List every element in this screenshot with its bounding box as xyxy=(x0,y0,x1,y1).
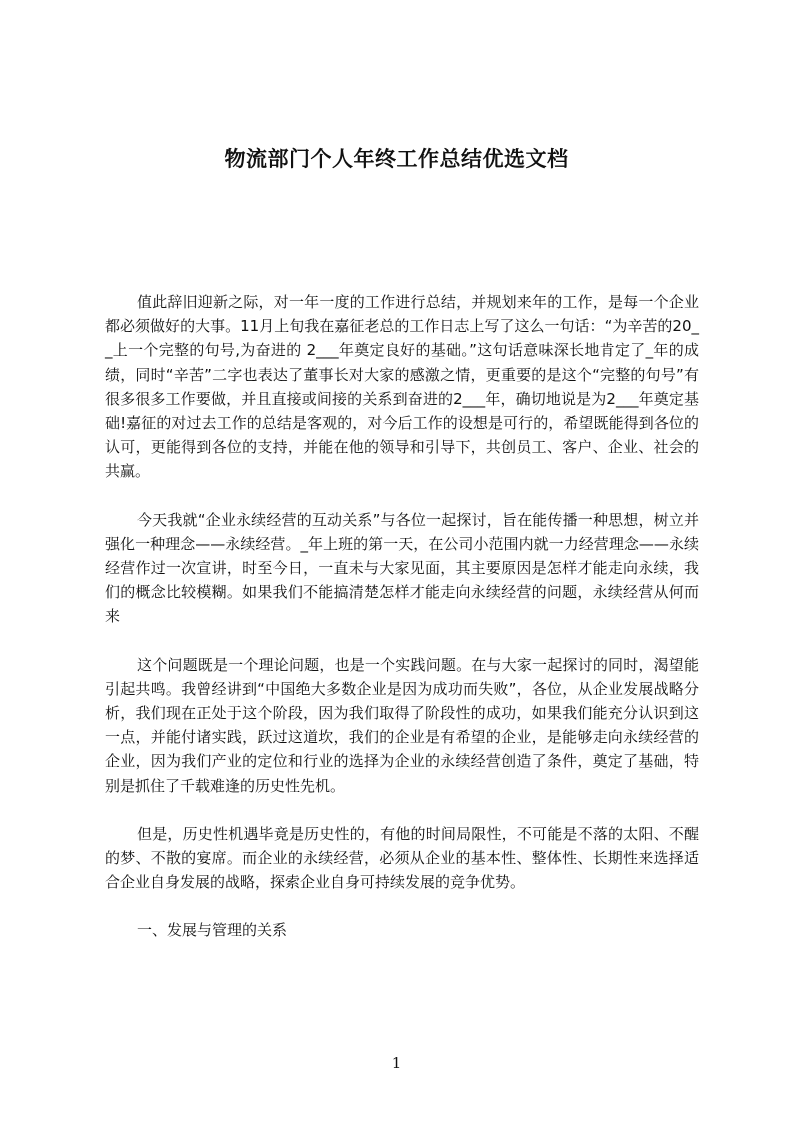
paragraph-1: 值此辞旧迎新之际，对一年一度的工作进行总结，并规划来年的工作，是每一个企业都必须做好的大事。11月上旬我在嘉征老总的工作日志上写了这么一句话：“为辛苦的20__上一个完整的句号,为奋进的 2___年奠定良好的基础。”这句话意味深长地肯定了_年的成绩，同时“辛苦”二字也表达了董事长对大家的感激之情，更重要的是这个“完整的句号”有很多很多工作要做，并且直接或间接的关系到奋进的2___年，确切地说是为2___年奠定基础!嘉征的对过去工作的总结是客观的，对今后工作的设想是可行的，希望既能得到各位的认可，更能得到各位的支持，并能在他的领导和引导下，共创员工、客户、企业、社会的共赢。 xyxy=(105,293,699,481)
document-title: 物流部门个人年终工作总结优选文档 xyxy=(224,147,569,171)
paragraph-2: 今天我就“企业永续经营的互动关系”与各位一起探讨，旨在能传播一种思想，树立并强化一种理念——永续经营。_年上班的第一天，在公司小范围内就一力经营理念——永续经营作过一次宣讲，时至今日，一直未与大家见面，其主要原因是怎样才能走向永续，我们的概念比较模糊。如果我们不能搞清楚怎样才能走向永续经营的问题，永续经营从何而来 xyxy=(105,510,699,626)
document-body xyxy=(105,290,699,942)
paragraph-4: 但是，历史性机遇毕竟是历史性的，有他的时间局限性，不可能是不落的太阳、不醒的梦、不散的宴席。而企业的永续经营，必须从企业的基本性、整体性、长期性来选择适合企业自身发展的战略，探索企业自身可持续发展的竞争优势。 xyxy=(105,824,699,892)
section-heading: 一、发展与管理的关系 xyxy=(137,921,288,940)
paragraph-3: 这个问题既是一个理论问题，也是一个实践问题。在与大家一起探讨的同时，渴望能引起共鸣。我曾经讲到“中国绝大多数企业是因为成功而失败”，各位，从企业发展战略分析，我们现在正处于这个阶段，因为我们取得了阶段性的成功，如果我们能充分认识到这一点，并能付诸实践，跃过这道坎，我们的企业是有希望的企业，是能够走向永续经营的企业，因为我们产业的定位和行业的选择为企业的永续经营创造了条件，奠定了基础，特别是抓住了千载难逢的历史性先机。 xyxy=(105,655,699,795)
page-number: 1 xyxy=(391,1054,402,1072)
